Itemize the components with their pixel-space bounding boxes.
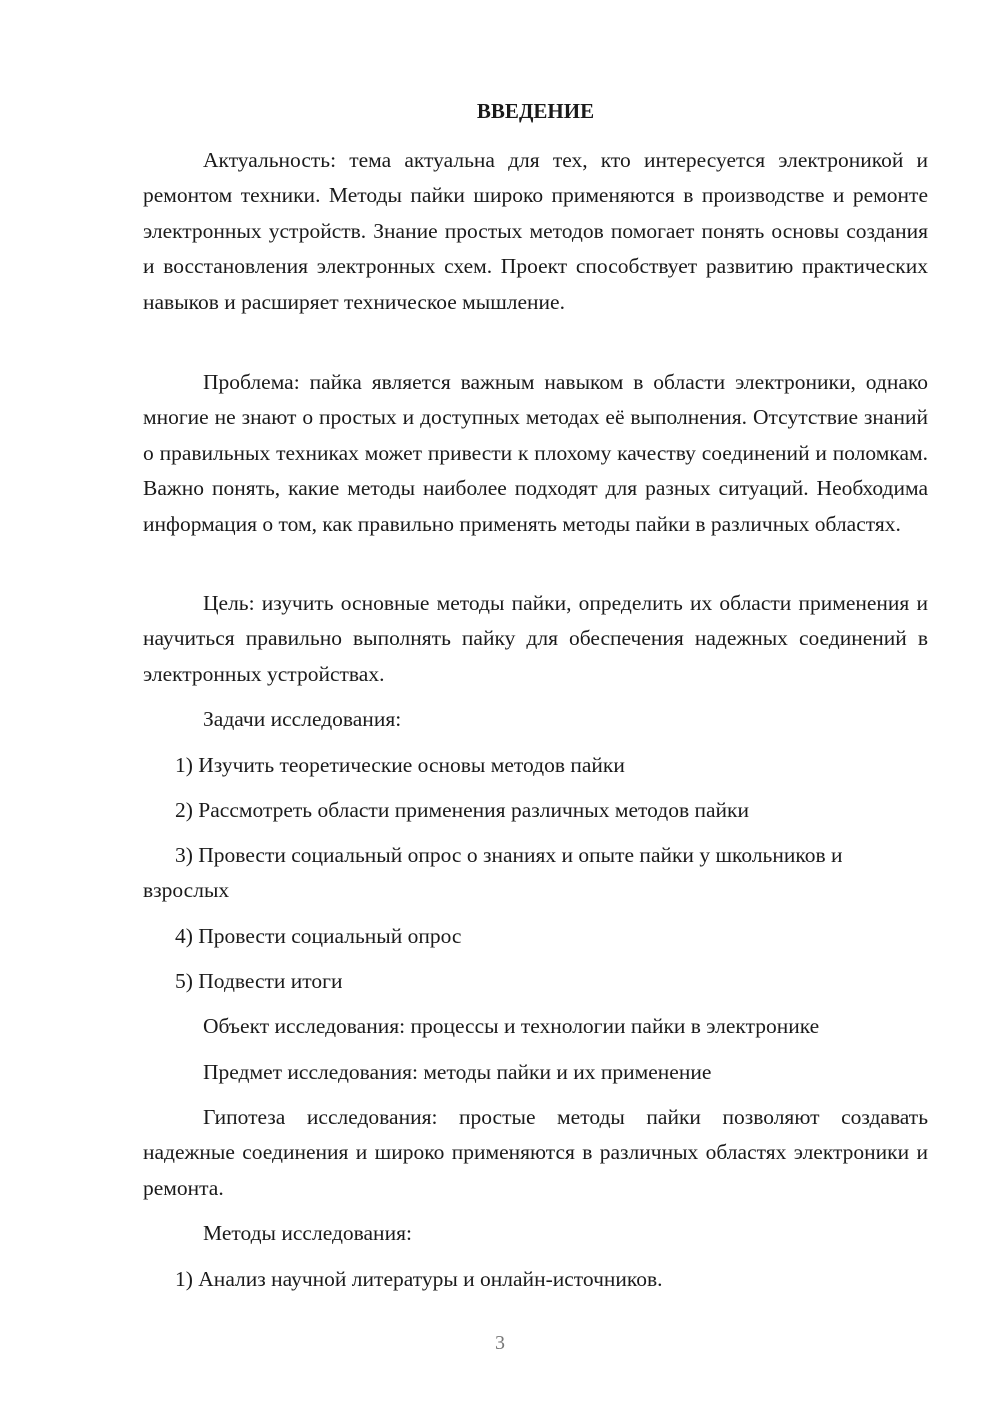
task-item: 1) Изучить теоретические основы методов пайки xyxy=(175,753,625,777)
task-item: 4) Провести социальный опрос xyxy=(175,924,462,948)
paragraph-object: Объект исследования: процессы и технологии пайки в электронике xyxy=(203,1014,820,1038)
paragraph-hypothesis: Гипотеза исследования: простые методы пайки позволяют создавать надежные соединения и широко применяются в различных областях электроники и ремонта. xyxy=(143,1105,928,1200)
task-item: 3) Провести социальный опрос о знаниях и опыте пайки у школьников и взрослых xyxy=(143,843,843,903)
task-item: 5) Подвести итоги xyxy=(175,969,343,993)
paragraph-goal: Цель: изучить основные методы пайки, определить их области применения и научиться правильно выполнять пайку для обеспечения надежных соединений в электронных устройствах. xyxy=(143,591,928,686)
task-item: 2) Рассмотреть области применения различных методов пайки xyxy=(175,798,749,822)
tasks-heading: Задачи исследования: xyxy=(203,707,402,731)
method-item: 1) Анализ научной литературы и онлайн-источников. xyxy=(175,1267,663,1291)
section-title: ВВЕДЕНИЕ xyxy=(476,99,595,123)
paragraph-relevance: Актуальность: тема актуальна для тех, кто интересуется электроникой и ремонтом техники. Методы пайки широко применяются в производстве и ремонте электронных устройств. Знание простых методов помогает понять основы создания и восстановления электронных схем. Проект способствует развитию практических навыков и расширяет техническое мышление. xyxy=(143,148,928,314)
paragraph-problem: Проблема: пайка является важным навыком в области электроники, однако многие не знают о простых и доступных методах её выполнения. Отсутствие знаний о правильных техниках может привести к плохому качеству соединений и поломкам. Важно понять, какие методы наиболее подходят для разных ситуаций. Необходима информация о том, как правильно применять методы пайки в различных областях. xyxy=(143,370,928,536)
page-number: 3 xyxy=(495,1332,505,1354)
methods-heading: Методы исследования: xyxy=(203,1221,412,1245)
paragraph-subject: Предмет исследования: методы пайки и их применение xyxy=(203,1060,712,1084)
